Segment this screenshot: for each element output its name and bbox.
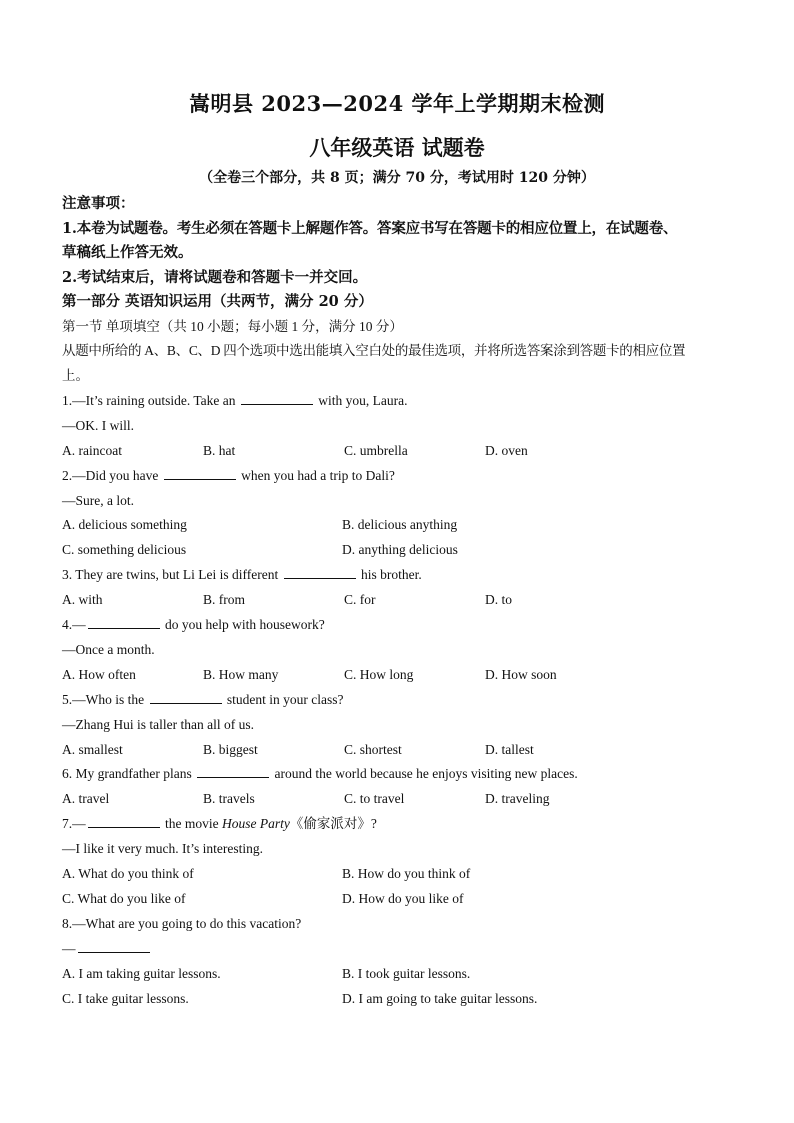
instructions-a: 从题中所给的 A、B、C、D 四个选项中选出能填入空白处的最佳选项，并将所选答案涂到答题卡的相应位置 <box>62 343 686 359</box>
q4-reply: —Once a month. <box>62 641 155 657</box>
instructions-b: 上。 <box>62 368 89 384</box>
q4-option-c: C. How long <box>344 666 414 682</box>
q4-option-a: A. How often <box>62 666 136 682</box>
q5-option-a: A. smallest <box>62 741 123 757</box>
q2-option-d: D. anything delicious <box>342 542 458 558</box>
q5-options <box>62 738 732 763</box>
q6-option-c: C. to travel <box>344 791 405 807</box>
exam-subtitle: 八年级英语 试题卷 <box>309 135 485 160</box>
question-4 <box>62 613 732 638</box>
q8-option-b: B. I took guitar lessons. <box>342 965 471 981</box>
q7-movie-cn: 《偷家派对》? <box>289 816 377 832</box>
q2-options-row2 <box>62 538 732 563</box>
q3-stem-end: his brother. <box>360 567 422 583</box>
q3-blank <box>284 566 356 579</box>
q2-option-c: C. something delicious <box>62 542 187 558</box>
q2-blank <box>164 467 236 480</box>
q4-option-d: D. How soon <box>485 666 557 682</box>
q1-blank <box>241 392 313 405</box>
q3-options <box>62 588 732 613</box>
q1-option-d: D. oven <box>485 442 528 458</box>
q7-option-a: A. What do you think of <box>62 866 194 882</box>
q3-option-c: C. for <box>344 592 376 608</box>
q7-movie-title: House Party <box>222 816 290 832</box>
q4-blank <box>88 616 160 629</box>
q6-option-b: B. travels <box>203 791 255 807</box>
q4-option-b: B. How many <box>203 666 279 682</box>
q2-options-row1 <box>62 513 732 538</box>
q7-option-b: B. How do you think of <box>342 866 471 882</box>
q5-option-b: B. biggest <box>203 741 258 757</box>
question-8: 8.—What are you going to do this vacation? <box>62 915 302 931</box>
q1-option-a: A. raincoat <box>62 442 122 458</box>
q1-stem-end: with you, Laura. <box>318 392 408 408</box>
q4-stem: 4.— <box>62 617 86 633</box>
q8-blank <box>78 940 150 953</box>
q1-option-b: B. hat <box>203 442 236 458</box>
q6-stem: 6. My grandfather plans <box>62 766 192 782</box>
q3-option-a: A. with <box>62 592 103 608</box>
notice-item-1b: 草稿纸上作答无效。 <box>62 244 193 261</box>
q1-option-c: C. umbrella <box>344 442 408 458</box>
q2-option-b: B. delicious anything <box>342 517 458 533</box>
question-3 <box>62 563 732 588</box>
section1-heading: 第一节 单项填空（共 10 小题；每小题 1 分，满分 10 分） <box>62 318 403 334</box>
q7-option-d: D. How do you like of <box>342 891 464 907</box>
q6-option-a: A. travel <box>62 791 110 807</box>
q2-stem-end: when you had a trip to Dali? <box>241 467 395 483</box>
q5-blank <box>150 691 222 704</box>
q6-options <box>62 787 732 812</box>
q8-options-row1 <box>62 962 732 987</box>
q2-stem: 2.—Did you have <box>62 467 159 483</box>
q3-option-d: D. to <box>485 592 512 608</box>
q6-stem-end: around the world because he enjoys visiting new places. <box>274 766 578 782</box>
q8-option-a: A. I am taking guitar lessons. <box>62 965 221 981</box>
q2-option-a: A. delicious something <box>62 517 187 533</box>
q1-reply: —OK. I will. <box>62 417 134 433</box>
q5-stem: 5.—Who is the <box>62 691 145 707</box>
q3-option-b: B. from <box>203 592 245 608</box>
q1-stem: 1.—It’s raining outside. Take an <box>62 392 236 408</box>
q5-option-c: C. shortest <box>344 741 402 757</box>
question-5 <box>62 688 732 713</box>
q7-options-row1 <box>62 862 732 887</box>
q7-blank <box>88 815 160 828</box>
exam-title: 嵩明县 2023—2024 学年上学期期末检测 <box>188 91 605 116</box>
question-2 <box>62 464 732 489</box>
q7-option-c: C. What do you like of <box>62 891 186 907</box>
q2-reply: —Sure, a lot. <box>62 492 134 508</box>
q6-blank <box>197 765 269 778</box>
part1-heading: 第一部分 英语知识运用（共两节，满分 20 分） <box>62 293 373 310</box>
notice-heading: 注意事项： <box>62 195 135 212</box>
q4-stem-end: do you help with housework? <box>165 617 325 633</box>
q1-options <box>62 439 732 464</box>
q7-options-row2 <box>62 887 732 912</box>
q8-reply <box>62 937 732 962</box>
q8-option-d: D. I am going to take guitar lessons. <box>342 990 538 1006</box>
q5-option-d: D. tallest <box>485 741 534 757</box>
q8-options-row2 <box>62 987 732 1012</box>
q7-reply: —I like it very much. It’s interesting. <box>62 841 263 857</box>
q7-stem-mid: the movie <box>165 816 219 832</box>
exam-info: （全卷三个部分，共 8 页；满分 70 分，考试用时 120 分钟） <box>199 170 595 186</box>
q6-option-d: D. traveling <box>485 791 550 807</box>
q3-stem: 3. They are twins, but Li Lei is different <box>62 567 279 583</box>
question-7 <box>62 812 732 837</box>
q4-options <box>62 663 732 688</box>
notice-item-2: 2.考试结束后，请将试题卷和答题卡一并交回。 <box>62 268 368 286</box>
question-1 <box>62 389 732 414</box>
q8-reply-dash: — <box>62 940 76 956</box>
q8-option-c: C. I take guitar lessons. <box>62 990 189 1006</box>
notice-item-1a: 1.本卷为试题卷。考生必须在答题卡上解题作答。答案应书写在答题卡的相应位置上，在试题卷、 <box>62 219 678 237</box>
q5-stem-end: student in your class? <box>226 691 344 707</box>
question-6 <box>62 762 732 787</box>
q5-reply: —Zhang Hui is taller than all of us. <box>62 716 254 732</box>
q7-stem: 7.— <box>62 816 86 832</box>
